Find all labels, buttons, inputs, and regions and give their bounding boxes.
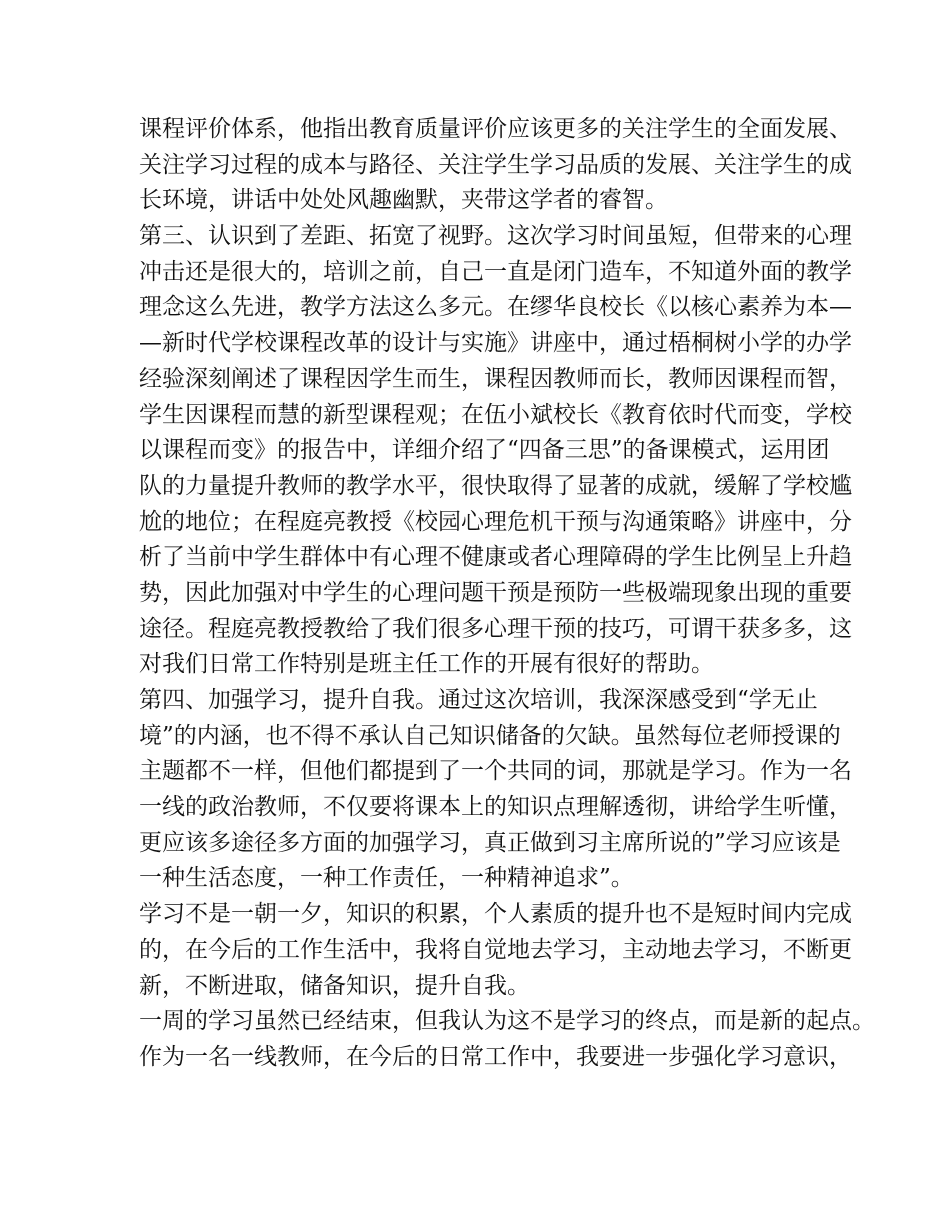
text-line: 长环境，讲话中处处风趣幽默，夹带这学者的睿智。	[139, 187, 668, 214]
text-line: 一线的政治教师，不仅要将课本上的知识点理解透彻，讲给学生听懂，	[139, 794, 852, 821]
text-line: 一种生活态度，一种工作责任，一种精神追求”。	[139, 865, 634, 892]
text-line: 课程评价体系，他指出教育质量评价应该更多的关注学生的全面发展、	[139, 116, 852, 142]
text-line: 更应该多途径多方面的加强学习，真正做到习主席所说的”学习应该是	[139, 829, 841, 856]
text-line: 以课程而变》的报告中，详细介绍了“四备三思”的备课模式，运用团	[139, 437, 830, 464]
text-line: 对我们日常工作特别是班主任工作的开展有很好的帮助。	[139, 651, 714, 678]
text-line: 析了当前中学生群体中有心理不健康或者心理障碍的学生比例呈上升趋	[139, 544, 852, 571]
text-line: 理念这么先进，教学方法这么多元。在缪华良校长《以核心素养为本—	[139, 294, 852, 321]
text-line: 途径。程庭亮教授教给了我们很多心理干预的技巧，可谓干获多多，这	[139, 615, 852, 642]
text-line: 第三、认识到了差距、拓宽了视野。这次学习时间虽短，但带来的心理	[139, 223, 852, 250]
text-line: 主题都不一样，但他们都提到了一个共同的词，那就是学习。作为一名	[139, 758, 852, 785]
text-line: 的，在今后的工作生活中，我将自觉地去学习，主动地去学习，不断更	[139, 936, 852, 963]
text-line: 境”的内涵，也不得不承认自己知识储备的欠缺。虽然每位老师授课的	[139, 722, 841, 749]
text-line: 尬的地位；在程庭亮教授《校园心理危机干预与沟通策略》讲座中，分	[139, 508, 852, 535]
text-line: 一周的学习虽然已经结束，但我认为这不是学习的终点，而是新的起点。	[139, 1008, 875, 1035]
text-line: —新时代学校课程改革的设计与实施》讲座中，通过梧桐树小学的办学	[139, 330, 852, 357]
body-text	[139, 112, 875, 1076]
text-line: 新，不断进取，储备知识，提升自我。	[139, 972, 530, 999]
text-line: 学习不是一朝一夕，知识的积累，个人素质的提升也不是短时间内完成	[139, 901, 852, 928]
text-line: 关注学习过程的成本与路径、关注学生学习品质的发展、关注学生的成	[139, 151, 852, 178]
text-line: 经验深刻阐述了课程因学生而生，课程因教师而长，教师因课程而智，	[139, 365, 852, 392]
text-line: 势，因此加强对中学生的心理问题干预是预防一些极端现象出现的重要	[139, 579, 852, 606]
text-line: 作为一名一线教师，在今后的日常工作中，我要进一步强化学习意识，	[139, 1043, 852, 1070]
text-line: 学生因课程而慧的新型课程观；在伍小斌校长《教育依时代而变，学校	[139, 401, 852, 428]
text-line: 第四、加强学习，提升自我。通过这次培训，我深深感受到“学无止	[139, 687, 818, 713]
text-line: 冲击还是很大的，培训之前，自己一直是闭门造车，不知道外面的教学	[139, 258, 852, 285]
text-line: 队的力量提升教师的教学水平，很快取得了显著的成就，缓解了学校尴	[139, 472, 852, 499]
